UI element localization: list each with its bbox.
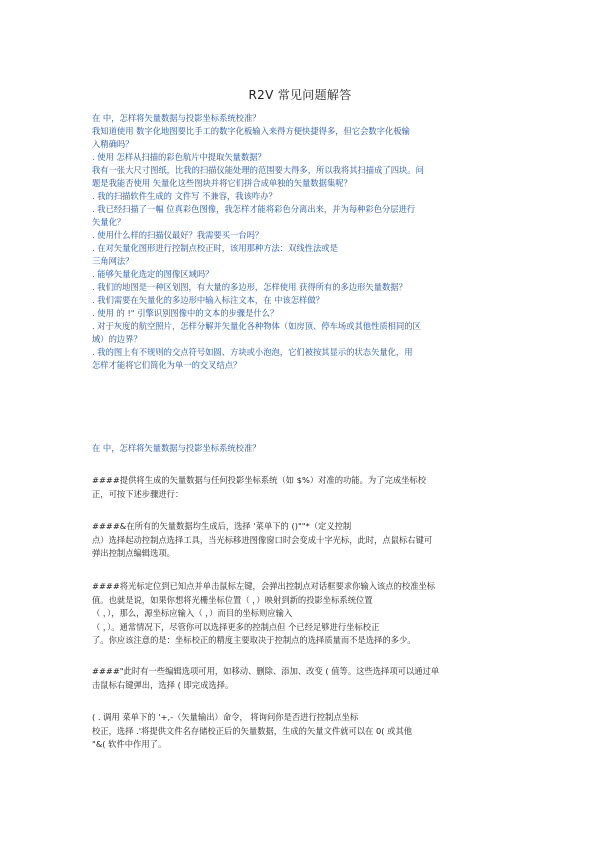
question-line: . 我们需要在矢量化的多边形中输入标注文本，在 中该怎样做？ (92, 295, 324, 305)
question-line: . 我的图上有不规则的交点符号如圆、方块或小泡泡，它们被按其显示的状态矢量化，用 (92, 347, 413, 357)
paragraph-line: ####&在所有的矢量数据均生成后，选择 '菜单下的 ()""*（定义控制 (92, 521, 352, 531)
paragraph-line: （ ，）。通常情况下，尽管你可以选择更多的控制点但 个已经足够进行坐标校正 (92, 621, 380, 632)
paragraph-line: 值。也就是说，如果你想将光栅坐标位置（ ，）映射到新的投影坐标系统位置 (92, 594, 373, 605)
section-heading: 在 中，怎样将矢量数据与投影坐标系统校准？ (92, 443, 261, 453)
paragraph-line: ( . 调用 菜单下的 '+,-（矢量输出）命令， 将询问你是否进行控制点坐标 (92, 712, 359, 722)
question-line: . 我的扫描软件生成的 文件写 不兼容，我该咋办？ (92, 191, 277, 201)
paragraph (92, 711, 522, 752)
question-line: 题是我能否使用 矢量化这些图块并将它们拼合成单独的矢量数据集呢？ (92, 178, 352, 188)
question-line: 域）的边界？ (92, 334, 142, 344)
question-line: . 使用什么样的扫描仪最好？我需要买一台吗？ (92, 230, 264, 240)
page-title: R2V 常见问题解答 (248, 88, 352, 102)
paragraph-line: 击鼠标右键弹出，选择 ( 即完成选择。 (92, 679, 234, 690)
question-line: . 我已经扫描了一幅 位真彩色图像，我怎样才能将彩色分离出来，并为每种彩色分层进行 (92, 204, 416, 214)
question-line: . 使用 的 !" 引擎识别图像中的文本的步骤是什么？ (92, 308, 279, 318)
paragraph-line: ####"此时有一些编辑选项可用，如移动、删除、添加、改变 ( 值等。这些选择项可以通过单 (92, 666, 440, 676)
paragraph (92, 474, 522, 501)
question-line: . 在对矢量化图形进行控制点校正时，该用那种方法：双线性法或是 (92, 243, 338, 253)
paragraph (92, 520, 522, 561)
paragraph-line: 正，可按下述步骤进行： (92, 488, 184, 499)
question-line: . 能够矢量化选定的图像区域吗？ (92, 269, 214, 279)
question-line: 入精确吗？ (92, 139, 134, 149)
question-line: 我知道使用 数字化地图要比手工的数字化板输入来得方便快捷得多，但它会数字化板输 (92, 126, 410, 136)
paragraph-line: 了。你应该注意的是：坐标校正的精度主要取决于控制点的选择质量而不是选择的多少。 (92, 635, 416, 645)
question-line: 三角网法？ (92, 256, 134, 266)
paragraph (92, 665, 522, 692)
paragraph-line: "&( 软件中作用了。 (92, 739, 167, 749)
question-line: 我有一张大尺寸图纸，比我的扫描仪能处理的范围要大得多，所以我将其扫描成了四块。问 (92, 165, 424, 175)
question-line: . 对于灰度的航空照片，怎样分解并矢量化各种物体（如房顶、停车场或其他性质相同的区 (92, 321, 421, 331)
paragraph-line: 弹出控制点编辑选项。 (92, 548, 175, 558)
paragraph-line: ####将光标定位到已知点并单击鼠标左键，会弹出控制点对话框要求你输入该点的校准坐标 (92, 581, 436, 591)
question-line: . 使用 怎样从扫描的彩色航片中提取矢量数据？ (92, 152, 266, 162)
question-line: . 我们的地图是一种区划图，有大量的多边形，怎样使用 获得所有的多边形矢量数据？ (92, 282, 407, 292)
paragraph-line: 校正，选择 .'将提供文件名存储校正后的矢量数据，生成的矢量文件就可以在 0( 或其他 (92, 725, 413, 736)
question-line: 怎样才能将它们简化为单一的交叉结点？ (92, 360, 242, 370)
paragraph (92, 580, 522, 648)
paragraph-line: ####提供将生成的矢量数据与任何投影坐标系统（如 $%）对准的功能。为了完成坐标校 (92, 475, 427, 485)
question-line: 在 中，怎样将矢量数据与投影坐标系统校准？ (92, 113, 261, 123)
question-list (92, 112, 517, 372)
question-line: 矢量化？ (92, 217, 126, 227)
paragraph-line: （ ，），那么，源坐标应输入（ ，）而目的坐标则应输入 (92, 608, 293, 618)
paragraph-line: 点）选择起动控制点选择工具，当光标移进图像窗口时会变成十字光标，此时，点鼠标右键可 (92, 534, 433, 545)
